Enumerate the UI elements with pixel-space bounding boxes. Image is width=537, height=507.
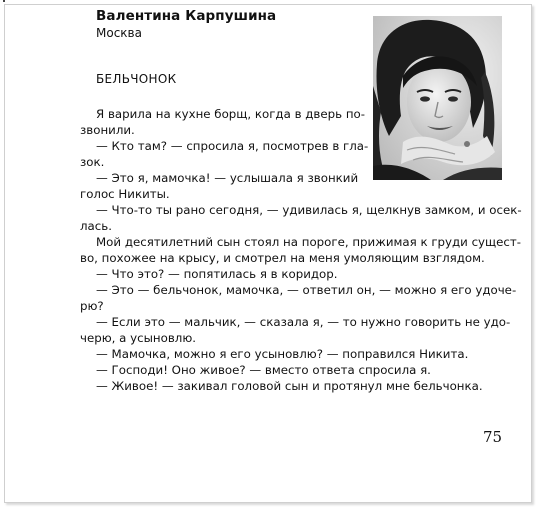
story-line: звонили. [80, 123, 135, 137]
page-number: 75 [483, 428, 503, 446]
story-line: — Это — бельчонок, мамочка, — ответил он, — можно я его удоче- [96, 283, 517, 297]
story-title: БЕЛЬЧОНОК [96, 72, 177, 86]
story-line: — Что это? — попятилась я в коридор. [96, 267, 338, 281]
author-name: Валентина Карпушина [96, 8, 277, 24]
story-line: — Это я, мамочка! — услышала я звонкий [96, 171, 359, 185]
story-line: черю, а усыновлю. [80, 331, 197, 345]
story-line: Мой десятилетний сын стоял на пороге, прижимая к груди сущест- [96, 235, 522, 249]
story-line: рю? [80, 299, 104, 313]
story-line: Я варила на кухне борщ, когда в дверь по- [96, 107, 366, 121]
story-line: голос Никиты. [80, 187, 170, 201]
story-line: лась. [80, 219, 112, 233]
story-line: зок. [80, 155, 105, 169]
story-line: — Мамочка, можно я его усыновлю? — поправился Никита. [96, 347, 469, 361]
story-line: — Господи! Оно живое? — вместо ответа спросила я. [96, 363, 431, 377]
story-line: во, похожее на крысу, и смотрел на меня умоляющим взглядом. [80, 251, 485, 265]
corner-mark [3, 0, 5, 2]
portrait-illustration [373, 16, 502, 180]
story-line: — Если это — мальчик, — сказала я, — то нужно говорить не удо- [96, 315, 511, 329]
story-line: — Что-то ты рано сегодня, — удивилась я, щелкнув замком, и осек- [96, 203, 522, 217]
author-city: Москва [96, 26, 142, 40]
story-line: — Кто там? — спросила я, посмотрев в гла- [96, 139, 369, 153]
story-line: — Живое! — закивал головой сын и протянул мне бельчонка. [96, 379, 483, 393]
author-portrait-photo [373, 16, 502, 180]
